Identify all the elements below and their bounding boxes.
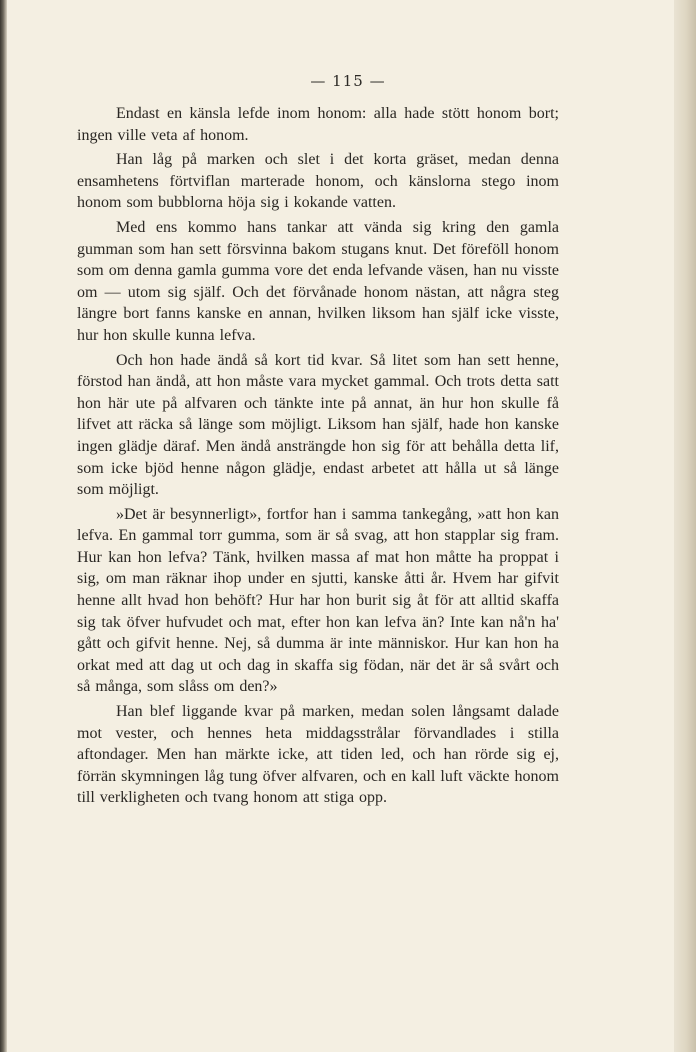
page-number: — 115 —: [310, 72, 386, 90]
paragraph-3: Med ens kommo hans tankar att vända sig kring den gamla gumman som han sett försvinna bakom stugans knut. Det föreföll honom som om denna gamla gumma vore det enda lefvande väsen, han nu visste om — utom sig själf. Och det förvånade honom nästan, att några steg längre bort fanns kanske en annan, hvilken liksom han själf icke visste, hur hon skulle kunna lefva.: [77, 218, 559, 344]
body-text: [77, 103, 559, 809]
page-edge: [674, 0, 696, 1052]
paragraph-6: Han blef liggande kvar på marken, medan solen långsamt dalade mot vester, och hennes heta middagsstrålar förvandlades i stilla aftondager. Men han märkte icke, att tiden led, och han rörde sig ej, förrän skymningen låg tung öfver alfvaren, och en kall luft väckte honom till verkligheten och tvang honom att stiga opp.: [77, 703, 559, 807]
binding-shadow: [0, 0, 7, 1052]
paragraph-5: »Det är besynnerligt», fortfor han i samma tankegång, »att hon kan lefva. En gammal torr gumma, som är så svag, att hon stapplar sig fram. Hur kan hon lefva? Tänk, hvilken massa af mat hon måtte ha proppat i sig, om man räknar ihop under en sjutti, kanske åtti år. Hvem har gifvit henne allt hvad hon behöft? Hur har hon burit sig åt för att alltid skaffa sig tak öfver hufvudet och mat, efter hon kan lefva än? Inte kan nå'n ha' gått och gifvit henne. Nej, så dumma är inte människor. Hur kan hon ha orkat med att dag ut och dag in skaffa sig födan, när det är så svårt och så många, som slåss om den?»: [77, 505, 559, 696]
paragraph-1: Endast en känsla lefde inom honom: alla hade stött honom bort; ingen ville veta af honom.: [77, 105, 559, 144]
paragraph-4: Och hon hade ändå så kort tid kvar. Så litet som han sett henne, förstod han ändå, att hon måste vara mycket gammal. Och trots detta satt hon här ute på alfvaren och tänkte inte på annat, än hur hon skulle få lifvet att räcka så länge som möjligt. Liksom han själf, hade hon kanske ingen glädje däraf. Men ändå ansträngde hon sig för att behålla detta lif, som icke bjöd henne någon glädje, endast arbetet att hålla ut så länge som möjligt.: [77, 351, 559, 499]
paragraph-2: Han låg på marken och slet i det korta gräset, medan denna ensamhetens förtviflan marterade honom, och känslorna stego inom honom som bubblorna höja sig i kokande vatten.: [77, 151, 559, 212]
